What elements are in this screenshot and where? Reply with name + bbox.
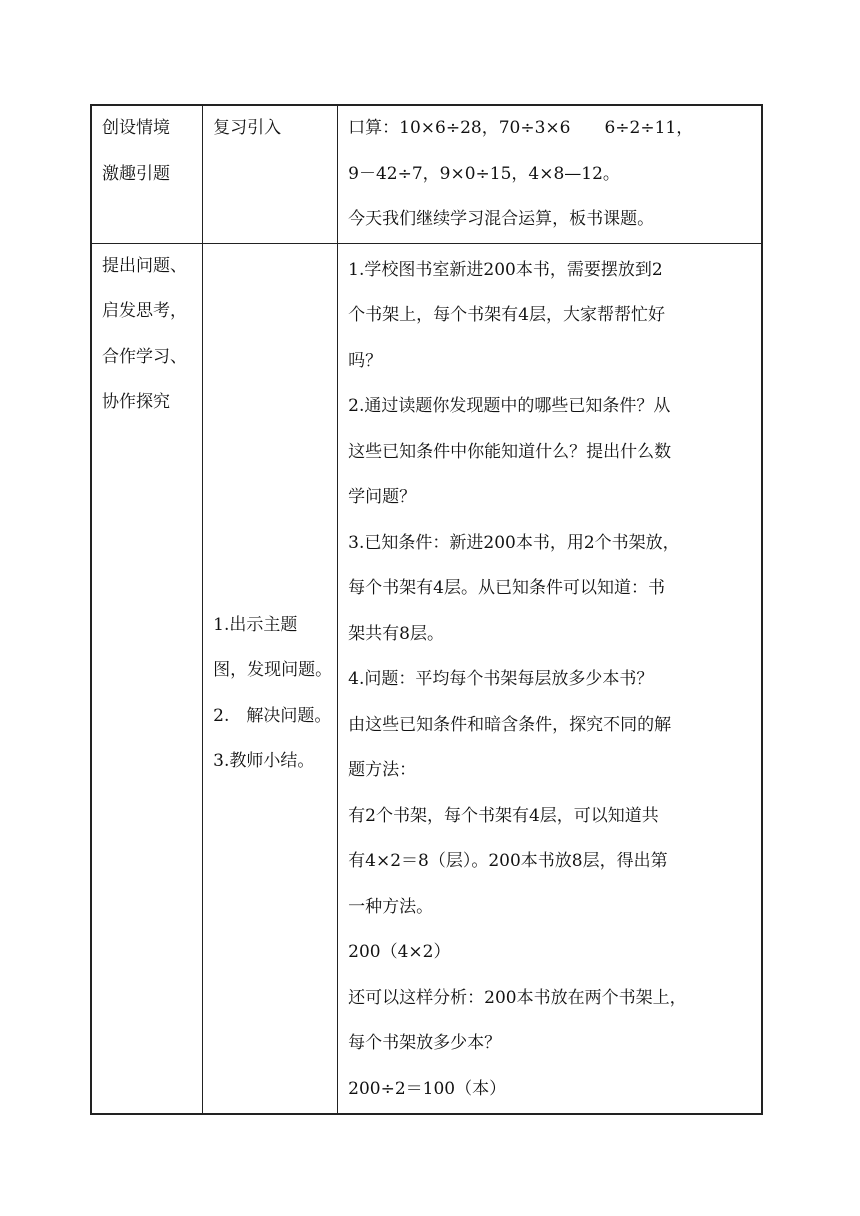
content-line: 9－42÷7，9×0÷15，4×8—12。 xyxy=(348,163,620,184)
content-line: 题方法： xyxy=(348,760,417,780)
content-line: 这些已知条件中你能知道什么？提出什么数 xyxy=(348,441,672,462)
content-line: 架共有8层。 xyxy=(348,623,444,644)
activity-steps xyxy=(213,603,333,785)
stage-line: 协作探究 xyxy=(102,392,170,412)
stage-line: 激趣引题 xyxy=(102,163,170,184)
content-line: 3.已知条件：新进200本书，用2个书架放， xyxy=(348,532,680,553)
activity-line: 复习引入 xyxy=(213,118,282,138)
activity-line: 3.教师小结。 xyxy=(213,751,315,771)
content-line: 每个书架放多少本？ xyxy=(348,1033,502,1053)
content-line: 由这些已知条件和暗含条件，探究不同的解 xyxy=(348,714,672,735)
content-line: 个书架上，每个书架有4层，大家帮帮忙好 xyxy=(348,305,665,325)
content-line: 今天我们继续学习混合运算，板书课题。 xyxy=(348,209,655,229)
stage-line: 创设情境 xyxy=(102,118,170,138)
stage-line: 启发思考， xyxy=(102,301,187,321)
table-row xyxy=(91,243,762,1114)
stage-cell xyxy=(91,243,203,1114)
content-line: 2.通过读题你发现题中的哪些已知条件？从 xyxy=(348,396,671,416)
content-line: 每个书架有4层。从已知条件可以知道：书 xyxy=(348,578,665,598)
content-line: 1.学校图书室新进200本书，需要摆放到2 xyxy=(348,259,663,280)
content-line: 200（4×2） xyxy=(348,942,451,962)
content-cell xyxy=(338,105,762,243)
stage-cell xyxy=(91,105,203,243)
content-line: 吗？ xyxy=(348,350,383,371)
table-row xyxy=(91,105,762,243)
activity-cell xyxy=(203,243,338,1114)
content-cell xyxy=(338,243,762,1114)
activity-cell xyxy=(203,105,338,243)
content-line: 学问题？ xyxy=(348,487,417,507)
content-line: 4.问题：平均每个书架每层放多少本书？ xyxy=(348,669,654,689)
lesson-plan-table xyxy=(90,104,763,1115)
content-line: 还可以这样分析：200本书放在两个书架上， xyxy=(348,987,687,1008)
content-line: 口算：10×6÷28，70÷3×6 6÷2÷11， xyxy=(348,118,694,138)
activity-line: 1.出示主题 xyxy=(213,614,298,635)
activity-line: 2. 解决问题。 xyxy=(213,705,332,726)
content-line: 一种方法。 xyxy=(348,896,434,917)
content-line: 有4×2＝8（层）。200本书放8层，得出第 xyxy=(348,851,668,871)
content-line: 200÷2＝100（本） xyxy=(348,1078,507,1099)
activity-line: 图，发现问题。 xyxy=(213,660,333,680)
content-line: 有2个书架，每个书架有4层，可以知道共 xyxy=(348,805,659,826)
stage-line: 提出问题、 xyxy=(102,255,187,276)
stage-line: 合作学习、 xyxy=(102,346,187,367)
